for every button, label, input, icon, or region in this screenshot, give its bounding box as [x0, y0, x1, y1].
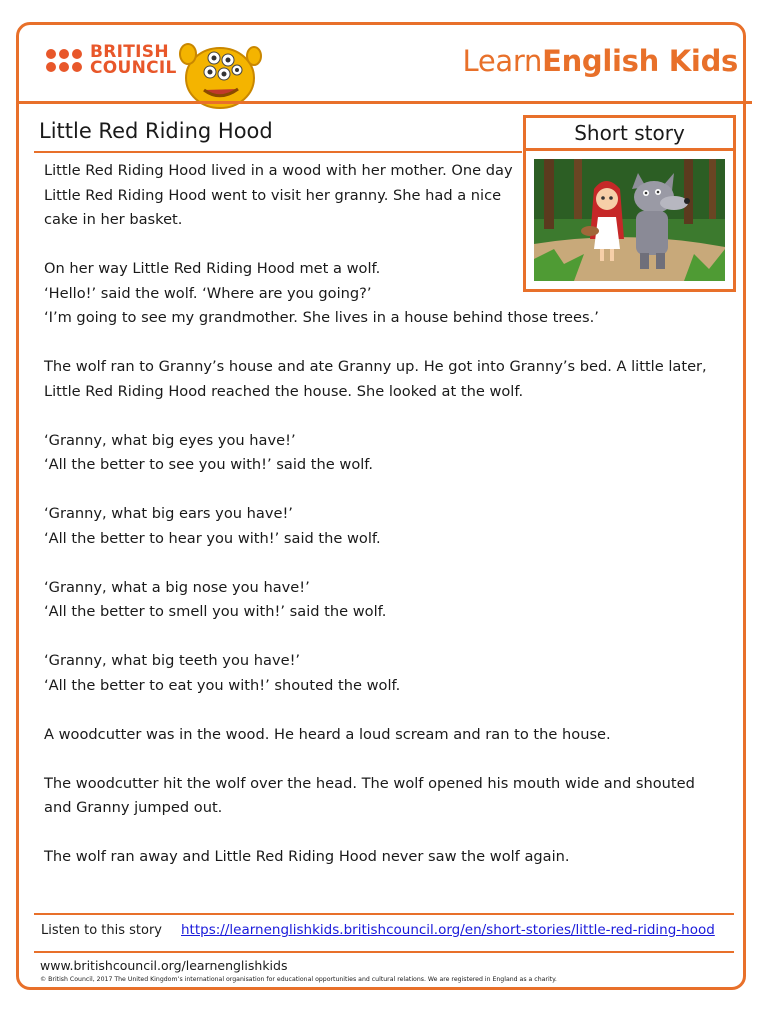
story-line: The wolf ran away and Little Red Riding Hood never saw the wolf again. [44, 848, 570, 865]
brand-line-1: BRITISH [90, 42, 169, 62]
story-paragraph [44, 257, 714, 331]
british-council-logo [46, 44, 177, 76]
story-paragraph [44, 159, 514, 233]
footer-website: www.britishcouncil.org/learnenglishkids [40, 958, 288, 973]
footer-copyright: © British Council, 2017 The United Kingdom’s international organisation for educational opportunities and cultural relations. We are registered in England as a charity. [40, 976, 557, 983]
site-name-english-kids: English Kids [542, 44, 738, 78]
story-paragraph [44, 355, 714, 404]
site-name-learn: Learn [462, 44, 543, 78]
story-line: ‘All the better to hear you with!’ said the wolf. [44, 529, 381, 547]
story-title: Little Red Riding Hood [39, 119, 273, 143]
story-line: The woodcutter hit the wolf over the head. The wolf opened his mouth wide and shouted and Granny jumped out. [44, 774, 695, 816]
listen-label: Listen to this story [41, 923, 162, 938]
learnenglish-kids-logo [463, 44, 739, 78]
story-line: ‘All the better to eat you with!’ shouted the wolf. [44, 676, 401, 694]
header-divider [16, 101, 752, 104]
story-line: ‘All the better to smell you with!’ said the wolf. [44, 603, 387, 620]
story-paragraph [44, 649, 714, 698]
story-paragraph [44, 576, 714, 625]
story-paragraph [44, 772, 714, 821]
story-paragraph [44, 845, 714, 870]
story-line: ‘Granny, what big teeth you have!’ [44, 652, 301, 669]
story-line: The wolf ran to Granny’s house and ate Granny up. He got into Granny’s bed. A little later, Little Red Riding Hood reached the house. She looked at the wolf. [44, 358, 707, 400]
listen-divider-bottom [34, 951, 734, 953]
brand-line-2: COUNCIL [90, 58, 177, 78]
story-line: A woodcutter was in the wood. He heard a loud scream and ran to the house. [44, 725, 611, 743]
story-paragraph [44, 429, 714, 478]
british-council-dots-icon [46, 49, 82, 72]
listen-divider-top [34, 913, 734, 915]
story-line: Little Red Riding Hood lived in a wood with her mother. One day Little Red Riding Hood went to visit her granny. She had a nice cake in her basket. [44, 162, 513, 228]
title-underline [34, 151, 522, 153]
story-line: ‘I’m going to see my grandmother. She lives in a house behind those trees.’ [44, 309, 599, 326]
story-paragraph [44, 502, 714, 551]
story-line: ‘Hello!’ said the wolf. ‘Where are you going?’ [44, 284, 372, 302]
story-audio-link[interactable]: https://learnenglishkids.britishcouncil.org/en/short-stories/little-red-riding-hood [181, 922, 715, 938]
story-body [44, 159, 714, 894]
story-line: ‘Granny, what a big nose you have!’ [44, 578, 310, 596]
story-line: On her way Little Red Riding Hood met a wolf. [44, 260, 381, 277]
story-line: ‘Granny, what big eyes you have!’ [44, 431, 296, 449]
story-paragraph [44, 723, 714, 748]
story-line: ‘Granny, what big ears you have!’ [44, 505, 293, 522]
story-type-badge: Short story [523, 115, 736, 151]
story-line: ‘All the better to see you with!’ said the wolf. [44, 456, 374, 473]
